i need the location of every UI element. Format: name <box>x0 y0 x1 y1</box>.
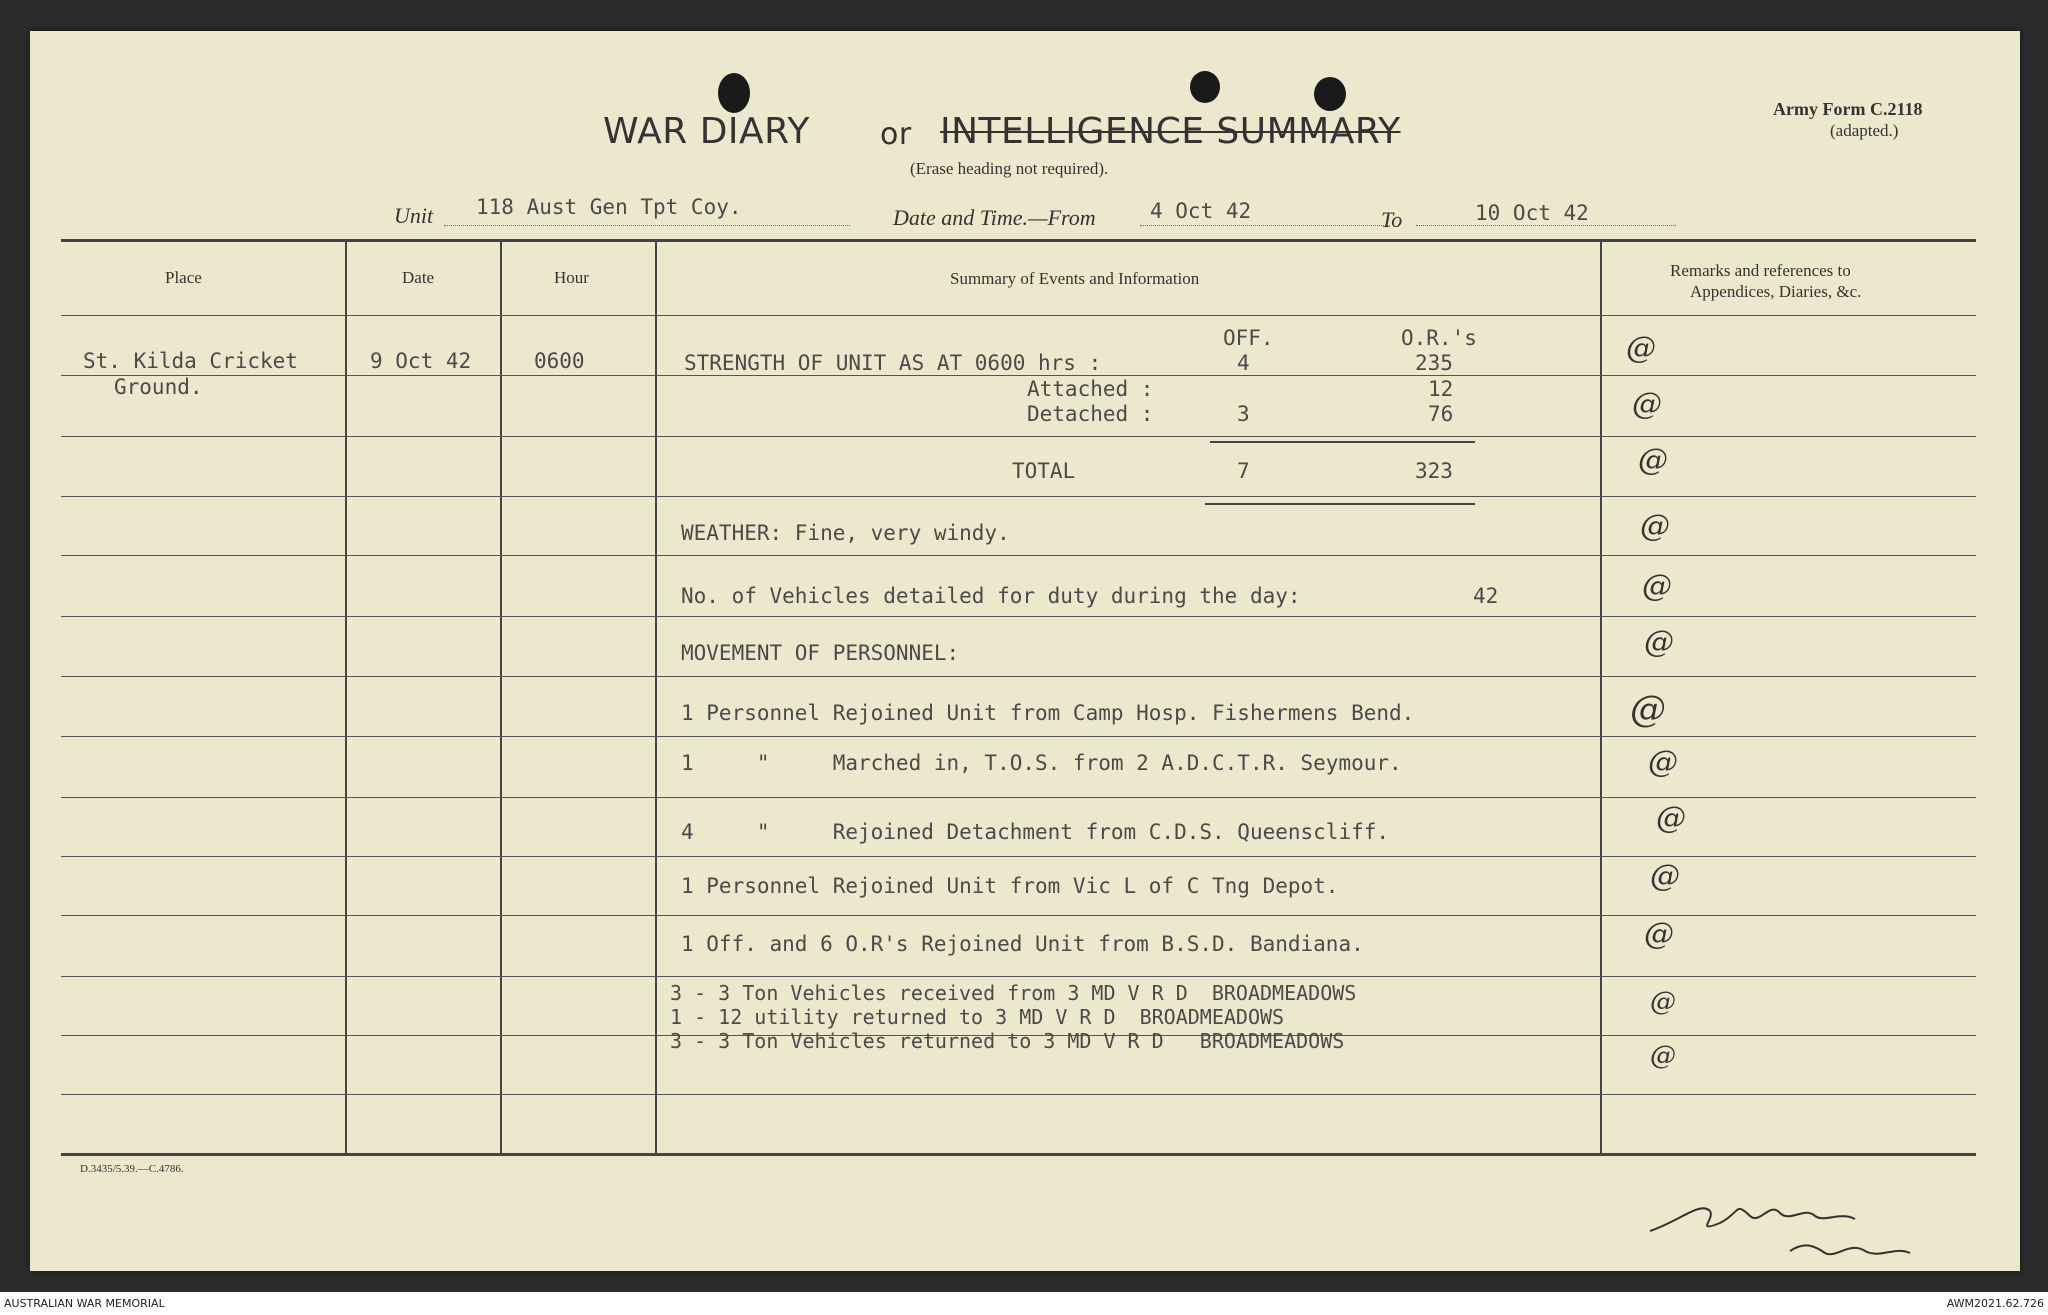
remark-check-mark: @ <box>1638 443 1668 478</box>
total-rule <box>1205 503 1475 505</box>
punch-hole <box>1314 77 1346 111</box>
remark-check-mark: @ <box>1630 689 1666 730</box>
remark-check-mark: @ <box>1644 625 1674 660</box>
remark-check-mark: @ <box>1650 1041 1676 1071</box>
total-off: 7 <box>1237 459 1250 483</box>
archive-footer <box>0 1292 2048 1315</box>
column-header-remarks: Remarks and references to <box>1670 261 1851 280</box>
unit-dotted-line <box>444 225 850 226</box>
remark-check-mark: @ <box>1642 569 1672 604</box>
remark-check-mark: @ <box>1632 387 1662 422</box>
date-from-value: 4 Oct 42 <box>1150 199 1252 223</box>
entry-hour: 0600 <box>534 349 585 373</box>
weather-line: WEATHER: Fine, very windy. <box>681 521 1010 545</box>
footer-source: AUSTRALIAN WAR MEMORIAL <box>4 1297 165 1310</box>
remark-check-mark: @ <box>1656 801 1686 836</box>
remark-check-mark: @ <box>1648 745 1678 780</box>
to-label: To <box>1381 207 1403 232</box>
title-intelligence-summary: INTELLIGENCE SUMMARY <box>940 111 1401 152</box>
vehicle-movement-line: 1 - 12 utility returned to 3 MD V R D BROADMEADOWS <box>670 1005 1285 1029</box>
attached-or: 12 <box>1428 377 1454 401</box>
strength-or-header: O.R.'s <box>1401 326 1477 350</box>
place-line-1: St. Kilda Cricket <box>83 349 298 373</box>
to-dotted-line <box>1416 225 1676 226</box>
column-header-hour: Hour <box>554 268 589 287</box>
footer-accession: AWM2021.62.726 <box>1946 1297 2044 1310</box>
unit-label: Unit <box>394 203 434 228</box>
total-or: 323 <box>1415 459 1453 483</box>
column-header-date: Date <box>402 268 435 287</box>
remark-check-mark: @ <box>1644 917 1674 952</box>
unit-value: 118 Aust Gen Tpt Coy. <box>476 195 742 219</box>
subtotal-rule <box>1210 441 1475 443</box>
army-form-label: Army Form C.2118 <box>1773 99 1923 119</box>
movement-line: 4 " Rejoined Detachment from C.D.S. Queenscliff. <box>681 820 1390 844</box>
column-header-summary: Summary of Events and Information <box>950 269 1200 288</box>
remark-check-mark: @ <box>1626 331 1656 366</box>
adapted-label: (adapted.) <box>1830 121 1899 140</box>
war-diary-sheet <box>30 31 2020 1271</box>
vehicle-movement-line: 3 - 3 Ton Vehicles received from 3 MD V R D BROADMEADOWS <box>670 981 1357 1005</box>
strength-off-header: OFF. <box>1223 326 1274 350</box>
erase-note: (Erase heading not required). <box>910 159 1109 178</box>
movement-line: 1 Personnel Rejoined Unit from Vic L of C Tng Depot. <box>681 874 1339 898</box>
punch-hole <box>1190 71 1220 103</box>
detached-or: 76 <box>1428 402 1454 426</box>
place-line-2: Ground. <box>114 375 203 399</box>
print-code: D.3435/5.39.—C.4786. <box>80 1163 184 1175</box>
from-dotted-line <box>1140 225 1390 226</box>
remark-check-mark: @ <box>1650 987 1676 1017</box>
title-or: or <box>880 117 912 152</box>
movement-heading: MOVEMENT OF PERSONNEL: <box>681 641 960 665</box>
entry-date: 9 Oct 42 <box>370 349 472 373</box>
vehicle-movement-line: 3 - 3 Ton Vehicles returned to 3 MD V R D BROADMEADOWS <box>670 1029 1345 1053</box>
strength-label: STRENGTH OF UNIT AS AT 0600 hrs : <box>684 351 1102 375</box>
vehicles-detailed-label: No. of Vehicles detailed for duty during the day: <box>681 584 1301 608</box>
vehicles-detailed-value: 42 <box>1473 584 1499 608</box>
date-time-label: Date and Time.—From <box>893 205 1096 230</box>
movement-line: 1 Off. and 6 O.R's Rejoined Unit from B.S.D. Bandiana. <box>681 932 1364 956</box>
column-header-remarks-2: Appendices, Diaries, &c. <box>1690 282 1862 301</box>
detached-label: Detached : <box>1027 402 1154 426</box>
date-to-value: 10 Oct 42 <box>1475 201 1589 225</box>
detached-off: 3 <box>1237 402 1250 426</box>
column-header-place: Place <box>165 268 202 287</box>
strength-off: 4 <box>1237 351 1250 375</box>
movement-line: 1 Personnel Rejoined Unit from Camp Hosp. Fishermens Bend. <box>681 701 1415 725</box>
title-war-diary: WAR DIARY <box>603 111 810 152</box>
remark-check-mark: @ <box>1650 859 1680 894</box>
remark-check-mark: @ <box>1640 509 1670 544</box>
total-label: TOTAL <box>1012 459 1076 483</box>
punch-hole <box>718 73 750 113</box>
movement-line: 1 " Marched in, T.O.S. from 2 A.D.C.T.R. Seymour. <box>681 751 1402 775</box>
attached-label: Attached : <box>1027 377 1154 401</box>
strength-or: 235 <box>1415 351 1453 375</box>
handwritten-signature <box>1640 1161 1940 1271</box>
